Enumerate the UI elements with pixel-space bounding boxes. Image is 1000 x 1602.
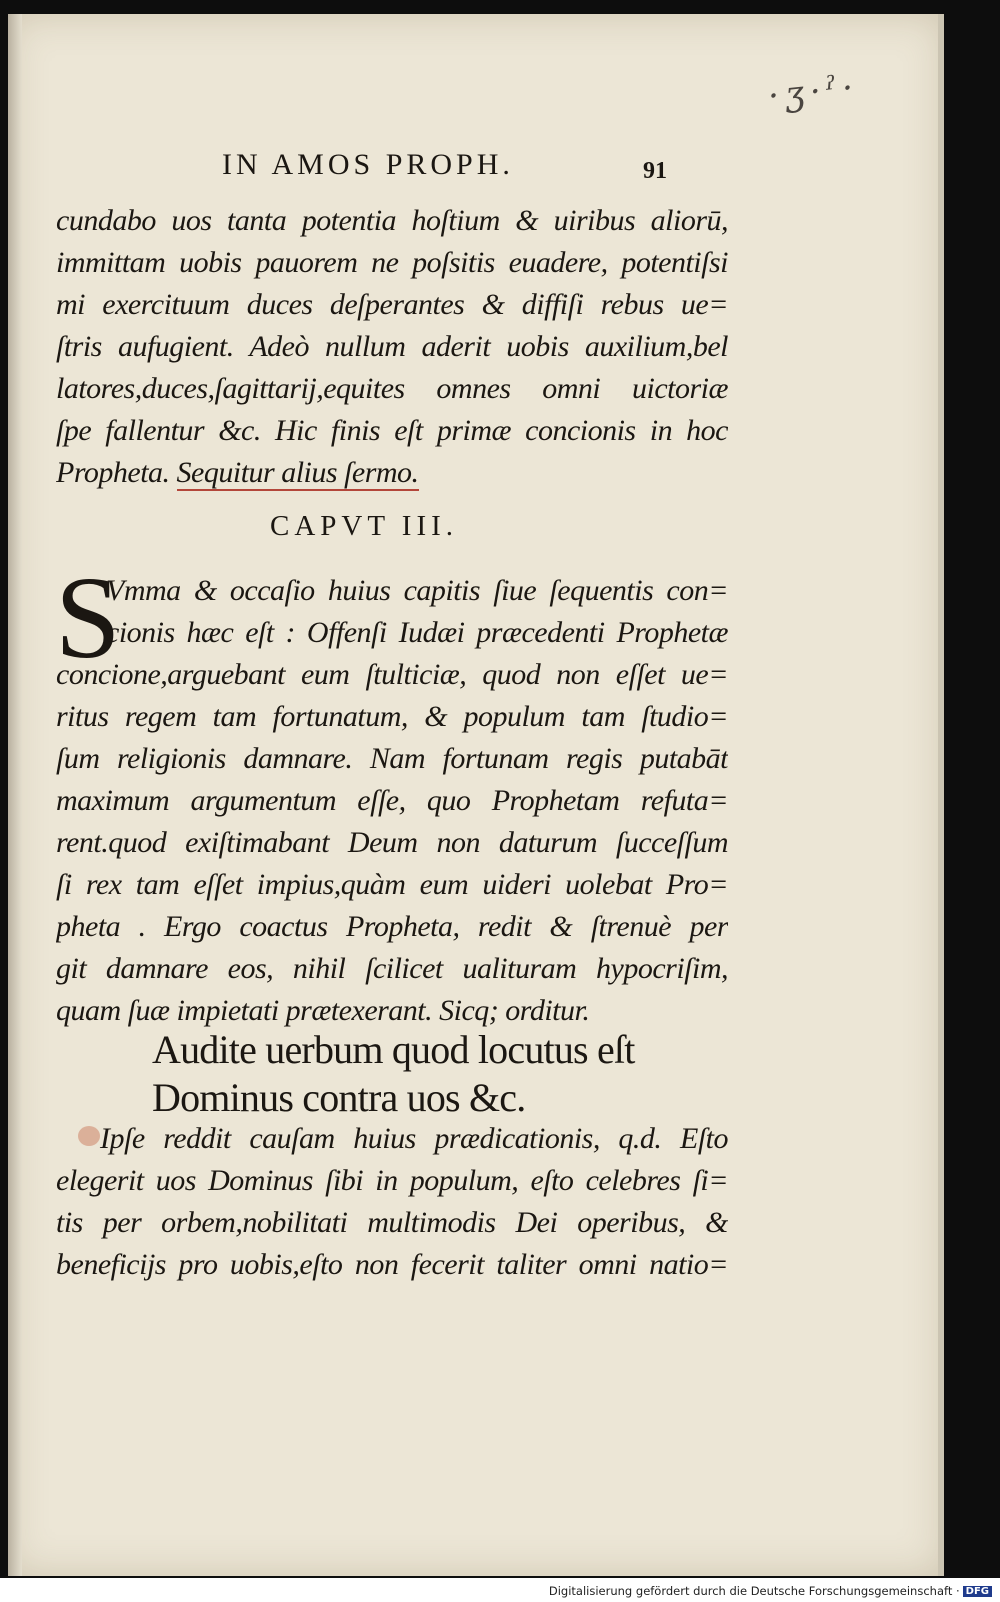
text-line: latores,duces,ſagittarij,equites omnes omni uictoriæ	[56, 372, 728, 405]
page-number: 91	[643, 158, 667, 184]
page-gutter	[8, 14, 22, 1576]
text-line: Ipſe reddit cauſam huius prædicationis, q.d. Eſto	[100, 1122, 728, 1155]
text-line: immittam uobis pauorem ne poſsitis euadere, potentiſsi	[56, 246, 728, 279]
text-line: pheta . Ergo coactus Propheta, redit & ſtrenuè per	[56, 910, 728, 943]
verse-line: Audite uerbum quod locutus eſt	[152, 1027, 635, 1072]
text-line: cionis hæc eſt : Offenſi Iudæi præcedenti Prophetæ	[106, 616, 728, 649]
verse-line: Dominus contra uos &c.	[152, 1075, 526, 1120]
text-line: tis per orbem,nobilitati multimodis Dei operibus, &	[56, 1206, 728, 1239]
text-line: ſtris aufugient. Adeò nullum aderit uobis auxilium,bel	[56, 330, 728, 363]
text-fragment: Propheta.	[56, 456, 170, 489]
text-line	[56, 452, 728, 494]
text-line: maximum argumentum eſſe, quo Prophetam refuta=	[56, 784, 728, 817]
text-line: ſpe fallentur &c. Hic finis eſt primæ concionis in hoc	[56, 414, 728, 447]
drop-capital: S	[55, 552, 121, 683]
text-line: ritus regem tam fortunatum, & populum tam ſtudio=	[56, 700, 728, 733]
text-line: rent.quod exiſtimabant Deum non daturum ſucceſſum	[56, 826, 728, 859]
running-head: IN AMOS PROPH.	[222, 148, 514, 181]
text-line: cundabo uos tanta potentia hoſtium & uiribus aliorū,	[56, 204, 728, 237]
text-line: ſi rex tam eſſet impius,quàm eum uideri uolebat Pro=	[56, 868, 728, 901]
handwritten-corner-mark: ·ʒ·ˀ·	[766, 67, 861, 117]
digitization-credit	[549, 1584, 992, 1598]
page-fore-edge	[938, 14, 944, 1576]
red-underlined-text: Sequitur alius ſermo.	[176, 456, 419, 489]
text-line: git damnare eos, nihil ſcilicet ualituram hypocriſim,	[56, 952, 728, 985]
text-line: beneficijs pro uobis,eſto non fecerit taliter omni natio=	[56, 1248, 728, 1281]
text-line: concione,arguebant eum ſtulticiæ, quod non eſſet ue=	[56, 658, 728, 691]
commentary-paragraph	[56, 1118, 728, 1286]
text-line: elegerit uos Dominus ſibi in populum, eſto celebres ſi=	[56, 1164, 728, 1197]
text-line: ſum religionis damnare. Nam fortunam regis putabāt	[56, 742, 728, 775]
text-line: Vmma & occaſio huius capitis ſiue ſequentis con=	[106, 574, 728, 607]
credit-text: Digitalisierung gefördert durch die Deutsche Forschungsgemeinschaft ·	[548, 1584, 960, 1598]
text-line: mi exercituum duces deſperantes & diffiſi rebus ue=	[56, 288, 728, 321]
paragraph-top	[56, 200, 728, 494]
dfg-logo: DFG	[963, 1586, 992, 1597]
text-line: quam ſuæ impietati prætexerant. Sicq; orditur.	[56, 994, 590, 1027]
chapter-heading: CAPVT III.	[270, 510, 459, 542]
verse-lemma	[152, 1026, 718, 1122]
summary-paragraph	[55, 552, 728, 1032]
